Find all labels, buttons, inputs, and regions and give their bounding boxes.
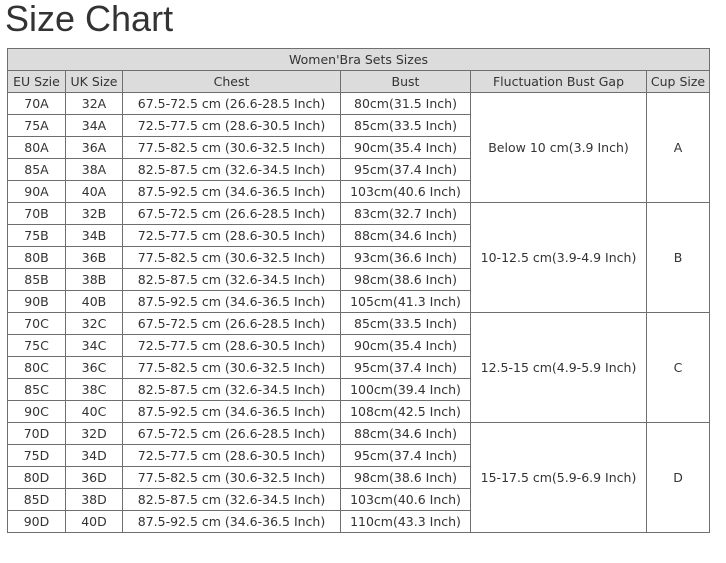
bust-cell: 98cm(38.6 Inch) — [341, 269, 471, 291]
chest-cell: 87.5-92.5 cm (34.6-36.5 Inch) — [123, 401, 341, 423]
chest-cell: 77.5-82.5 cm (30.6-32.5 Inch) — [123, 137, 341, 159]
uk-size-cell: 32B — [66, 203, 123, 225]
column-header-uk-size: UK Size — [66, 71, 123, 93]
table-row — [8, 423, 710, 445]
chest-cell: 67.5-72.5 cm (26.6-28.5 Inch) — [123, 423, 341, 445]
eu-size-cell: 70B — [8, 203, 66, 225]
eu-size-cell: 90B — [8, 291, 66, 313]
chest-cell: 67.5-72.5 cm (26.6-28.5 Inch) — [123, 203, 341, 225]
bust-cell: 110cm(43.3 Inch) — [341, 511, 471, 533]
chest-cell: 77.5-82.5 cm (30.6-32.5 Inch) — [123, 357, 341, 379]
bust-cell: 95cm(37.4 Inch) — [341, 159, 471, 181]
eu-size-cell: 80A — [8, 137, 66, 159]
bust-cell: 90cm(35.4 Inch) — [341, 137, 471, 159]
fluctuation-bust-gap-cell: 12.5-15 cm(4.9-5.9 Inch) — [471, 313, 647, 423]
table-caption-row — [8, 49, 710, 71]
uk-size-cell: 32A — [66, 93, 123, 115]
table-row — [8, 313, 710, 335]
eu-size-cell: 85B — [8, 269, 66, 291]
uk-size-cell: 40D — [66, 511, 123, 533]
uk-size-cell: 34D — [66, 445, 123, 467]
eu-size-cell: 80C — [8, 357, 66, 379]
fluctuation-bust-gap-cell: 15-17.5 cm(5.9-6.9 Inch) — [471, 423, 647, 533]
table-body — [8, 93, 710, 533]
eu-size-cell: 75C — [8, 335, 66, 357]
table-header-row — [8, 71, 710, 93]
column-header-cup-size: Cup Size — [647, 71, 710, 93]
bust-cell: 105cm(41.3 Inch) — [341, 291, 471, 313]
chest-cell: 72.5-77.5 cm (28.6-30.5 Inch) — [123, 115, 341, 137]
fluctuation-bust-gap-cell: Below 10 cm(3.9 Inch) — [471, 93, 647, 203]
column-header-chest: Chest — [123, 71, 341, 93]
uk-size-cell: 40A — [66, 181, 123, 203]
bust-cell: 93cm(36.6 Inch) — [341, 247, 471, 269]
chest-cell: 67.5-72.5 cm (26.6-28.5 Inch) — [123, 313, 341, 335]
uk-size-cell: 38C — [66, 379, 123, 401]
cup-size-cell: B — [647, 203, 710, 313]
eu-size-cell: 75A — [8, 115, 66, 137]
bust-cell: 88cm(34.6 Inch) — [341, 225, 471, 247]
table-row — [8, 93, 710, 115]
eu-size-cell: 85C — [8, 379, 66, 401]
eu-size-cell: 85D — [8, 489, 66, 511]
eu-size-cell: 90C — [8, 401, 66, 423]
eu-size-cell: 70D — [8, 423, 66, 445]
bust-cell: 103cm(40.6 Inch) — [341, 489, 471, 511]
chest-cell: 67.5-72.5 cm (26.6-28.5 Inch) — [123, 93, 341, 115]
chest-cell: 72.5-77.5 cm (28.6-30.5 Inch) — [123, 445, 341, 467]
bust-cell: 98cm(38.6 Inch) — [341, 467, 471, 489]
size-chart-table — [7, 48, 710, 533]
table-row — [8, 203, 710, 225]
chest-cell: 72.5-77.5 cm (28.6-30.5 Inch) — [123, 335, 341, 357]
bust-cell: 95cm(37.4 Inch) — [341, 445, 471, 467]
chest-cell: 87.5-92.5 cm (34.6-36.5 Inch) — [123, 511, 341, 533]
column-header-fluctuation-bust-gap: Fluctuation Bust Gap — [471, 71, 647, 93]
eu-size-cell: 80B — [8, 247, 66, 269]
chest-cell: 82.5-87.5 cm (32.6-34.5 Inch) — [123, 269, 341, 291]
uk-size-cell: 32D — [66, 423, 123, 445]
eu-size-cell: 90A — [8, 181, 66, 203]
uk-size-cell: 36B — [66, 247, 123, 269]
bust-cell: 90cm(35.4 Inch) — [341, 335, 471, 357]
table-caption: Women'Bra Sets Sizes — [8, 49, 710, 71]
bust-cell: 85cm(33.5 Inch) — [341, 115, 471, 137]
uk-size-cell: 40B — [66, 291, 123, 313]
chest-cell: 77.5-82.5 cm (30.6-32.5 Inch) — [123, 247, 341, 269]
eu-size-cell: 85A — [8, 159, 66, 181]
uk-size-cell: 34B — [66, 225, 123, 247]
bust-cell: 85cm(33.5 Inch) — [341, 313, 471, 335]
uk-size-cell: 38D — [66, 489, 123, 511]
uk-size-cell: 36C — [66, 357, 123, 379]
eu-size-cell: 80D — [8, 467, 66, 489]
cup-size-cell: C — [647, 313, 710, 423]
page-title: Size Chart — [5, 0, 174, 39]
chest-cell: 82.5-87.5 cm (32.6-34.5 Inch) — [123, 379, 341, 401]
bust-cell: 103cm(40.6 Inch) — [341, 181, 471, 203]
chest-cell: 82.5-87.5 cm (32.6-34.5 Inch) — [123, 489, 341, 511]
bust-cell: 83cm(32.7 Inch) — [341, 203, 471, 225]
uk-size-cell: 32C — [66, 313, 123, 335]
column-header-bust: Bust — [341, 71, 471, 93]
chest-cell: 82.5-87.5 cm (32.6-34.5 Inch) — [123, 159, 341, 181]
cup-size-cell: A — [647, 93, 710, 203]
chest-cell: 87.5-92.5 cm (34.6-36.5 Inch) — [123, 291, 341, 313]
uk-size-cell: 38A — [66, 159, 123, 181]
uk-size-cell: 36A — [66, 137, 123, 159]
uk-size-cell: 34A — [66, 115, 123, 137]
chest-cell: 77.5-82.5 cm (30.6-32.5 Inch) — [123, 467, 341, 489]
uk-size-cell: 34C — [66, 335, 123, 357]
bust-cell: 80cm(31.5 Inch) — [341, 93, 471, 115]
bust-cell: 95cm(37.4 Inch) — [341, 357, 471, 379]
cup-size-cell: D — [647, 423, 710, 533]
eu-size-cell: 90D — [8, 511, 66, 533]
eu-size-cell: 70C — [8, 313, 66, 335]
bust-cell: 88cm(34.6 Inch) — [341, 423, 471, 445]
fluctuation-bust-gap-cell: 10-12.5 cm(3.9-4.9 Inch) — [471, 203, 647, 313]
uk-size-cell: 40C — [66, 401, 123, 423]
uk-size-cell: 38B — [66, 269, 123, 291]
eu-size-cell: 70A — [8, 93, 66, 115]
chest-cell: 87.5-92.5 cm (34.6-36.5 Inch) — [123, 181, 341, 203]
uk-size-cell: 36D — [66, 467, 123, 489]
bust-cell: 108cm(42.5 Inch) — [341, 401, 471, 423]
chest-cell: 72.5-77.5 cm (28.6-30.5 Inch) — [123, 225, 341, 247]
bust-cell: 100cm(39.4 Inch) — [341, 379, 471, 401]
eu-size-cell: 75B — [8, 225, 66, 247]
eu-size-cell: 75D — [8, 445, 66, 467]
column-header-eu-size: EU Szie — [8, 71, 66, 93]
